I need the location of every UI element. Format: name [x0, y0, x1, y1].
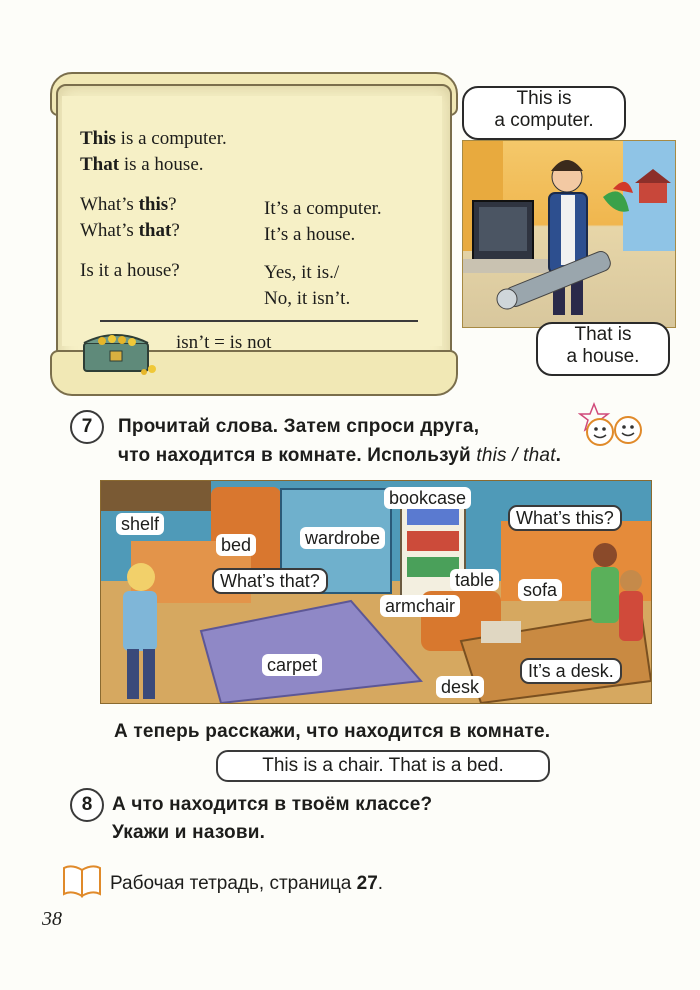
open-book-icon [62, 864, 102, 898]
grammar-question-that: What’s that? [80, 220, 180, 241]
label-bookcase: bookcase [384, 487, 471, 509]
bubble-whats-that: What’s that? [212, 568, 328, 594]
grammar-question-this: What’s this? [80, 194, 177, 215]
page-number: 38 [42, 908, 62, 930]
bubble-whats-this: What’s this? [508, 505, 622, 531]
exercise-7-line-2: что находится в комнате. Используй this / that. [118, 445, 562, 466]
boy-telescope-picture [463, 141, 675, 327]
speech-bubble-that-house: That is a house. [536, 322, 670, 376]
exercise-8-line-2: Укажи и назови. [112, 822, 266, 843]
grammar-answer-computer: It’s a computer. [264, 198, 382, 219]
label-desk: desk [436, 676, 484, 698]
workbook-reference: Рабочая тетрадь, страница 27. [110, 873, 384, 894]
label-wardrobe: wardrobe [300, 527, 385, 549]
exercise-number-7: 7 [70, 410, 104, 444]
grammar-line-that: That is a house. [80, 154, 204, 175]
grammar-question-house: Is it a house? [80, 260, 180, 281]
grammar-answer-house: It’s a house. [264, 224, 356, 245]
exercise-8-line-1: А что находится в твоём классе? [112, 794, 433, 815]
label-armchair: armchair [380, 595, 460, 617]
grammar-answer-no: No, it isn’t. [264, 288, 351, 309]
label-sofa: sofa [518, 579, 562, 601]
example-bubble: This is a chair. That is a bed. [216, 750, 550, 782]
exercise-number-8: 8 [70, 788, 104, 822]
speech-bubble-this-computer: This is a computer. [462, 86, 626, 140]
bubble-its-a-desk: It’s a desk. [520, 658, 622, 684]
grammar-line-this: This is a computer. [80, 128, 227, 149]
label-bed: bed [216, 534, 256, 556]
computer-boy-illustration [462, 140, 676, 328]
treasure-chest-icon [80, 325, 160, 375]
smiley-faces-icon [578, 402, 646, 448]
grammar-answer-yes: Yes, it is./ [264, 262, 340, 283]
grammar-note: isn’t = is not [176, 332, 272, 353]
exercise-7-line-1: Прочитай слова. Затем спроси друга, [118, 416, 480, 437]
label-table: table [450, 569, 499, 591]
label-shelf: shelf [116, 513, 164, 535]
label-carpet: carpet [262, 654, 322, 676]
grammar-divider [100, 320, 418, 322]
tell-instruction: А теперь расскажи, что находится в комнате. [114, 721, 551, 742]
